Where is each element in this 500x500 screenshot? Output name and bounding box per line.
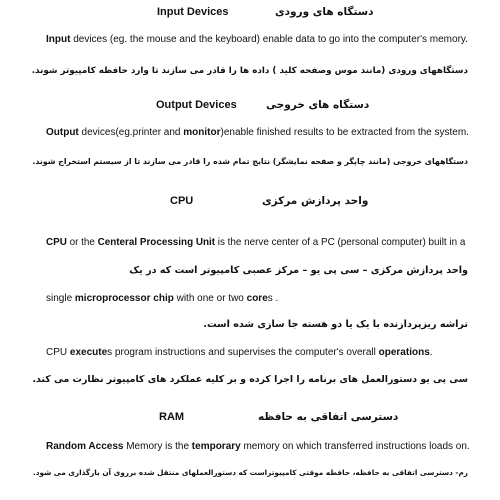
cpu-fa-line-1: واحد پردازش مرکزی – سی پی یو – مرکز عصبی کامپیوتر است که در یک — [129, 265, 468, 276]
output-devices-heading — [0, 97, 500, 117]
cpu-text-8: . — [429, 347, 433, 358]
monitor-term: monitor — [183, 127, 221, 138]
output-devices-fa-text: دستگاههای خروجی (مانند چاپگر و صفحه نمایشگر) نتایج تمام شده را قادر می سازند تا از سیستم استخراج شوند. — [32, 157, 468, 166]
cpu-text-4: with one or two — [173, 293, 247, 304]
cpu-text-3: single — [46, 293, 75, 304]
cpu-en-line-2 — [46, 292, 470, 306]
cpu-heading — [0, 193, 500, 213]
core-term: core — [246, 293, 268, 304]
cpu-text-6: CPU — [46, 347, 70, 358]
cpu-text-1: or the — [66, 237, 98, 248]
ram-title-en: RAM — [159, 411, 185, 423]
input-devices-title-fa: دستگاه های ورودی — [275, 6, 374, 18]
cpu-en-line-3 — [46, 346, 470, 360]
input-devices-fa-text: دستگاههای ورودی (مانند موس وصفحه کلید ) داده ها را قادر می سازند تا وارد حافظه کامپیوتر شوند. — [31, 66, 468, 76]
ram-text-1: Memory is the — [123, 441, 192, 452]
cpu-title-en: CPU — [170, 195, 194, 207]
temporary-term: temporary — [191, 441, 241, 452]
cpu-text-7: s program instructions and supervises the computer's overall — [107, 347, 379, 358]
cpu-en-line-1 — [46, 236, 470, 250]
input-term: Input — [46, 34, 71, 45]
output-devices-title-en: Output Devices — [156, 99, 237, 111]
operations-term: operations — [378, 347, 430, 358]
cpu-fa-line-2: تراشه ریزپردازنده با یک یا دو هسته جا سازی شده است. — [203, 319, 468, 330]
input-devices-title-en: Input Devices — [157, 6, 229, 18]
cpu-fa-line-3: سی پی یو دستورالعمل های برنامه را اجرا کرده و بر کلیه عملکرد های کامپیوتر نظارت می کند. — [32, 374, 468, 385]
microprocessor-chip-term: microprocessor chip — [74, 293, 174, 304]
cpu-title-fa: واحد پردازش مرکزی — [262, 195, 369, 207]
ram-text-2: memory on which transferred instructions loads on. — [240, 441, 470, 452]
ram-heading — [0, 409, 500, 429]
ram-en-line-1 — [46, 440, 470, 454]
input-devices-heading — [0, 4, 500, 24]
random-access-term: Random Access — [46, 441, 124, 452]
output-devices-title-fa: دستگاه های خروجی — [266, 99, 370, 111]
cpu-text-2: is the nerve center of a PC (personal computer) built in a — [215, 237, 466, 248]
central-processing-unit-term: Centeral Processing Unit — [97, 237, 216, 248]
cpu-term: CPU — [46, 237, 67, 248]
output-term: Output — [46, 127, 79, 138]
output-desc-1: devices(eg.printer and — [78, 127, 184, 138]
ram-fa-line-1: رم- دسترسی اتفاقی به حافظه، حافظه موقتی کامپیوتراست که دستورالعملهای منتقل شده برروی آن بارگذاری می شود. — [33, 468, 468, 477]
ram-title-fa: دسترسی اتفاقی به حافظه — [258, 411, 399, 423]
input-devices-en-text — [46, 33, 470, 47]
input-desc: devices (eg. the mouse and the keyboard) enable data to go into the computer's memory. — [70, 34, 468, 45]
output-devices-en-text — [46, 126, 470, 140]
cpu-text-5: s . — [267, 293, 279, 304]
execute-term: execute — [69, 347, 108, 358]
output-desc-2: )enable finished results to be extracted from the system. — [220, 127, 469, 138]
